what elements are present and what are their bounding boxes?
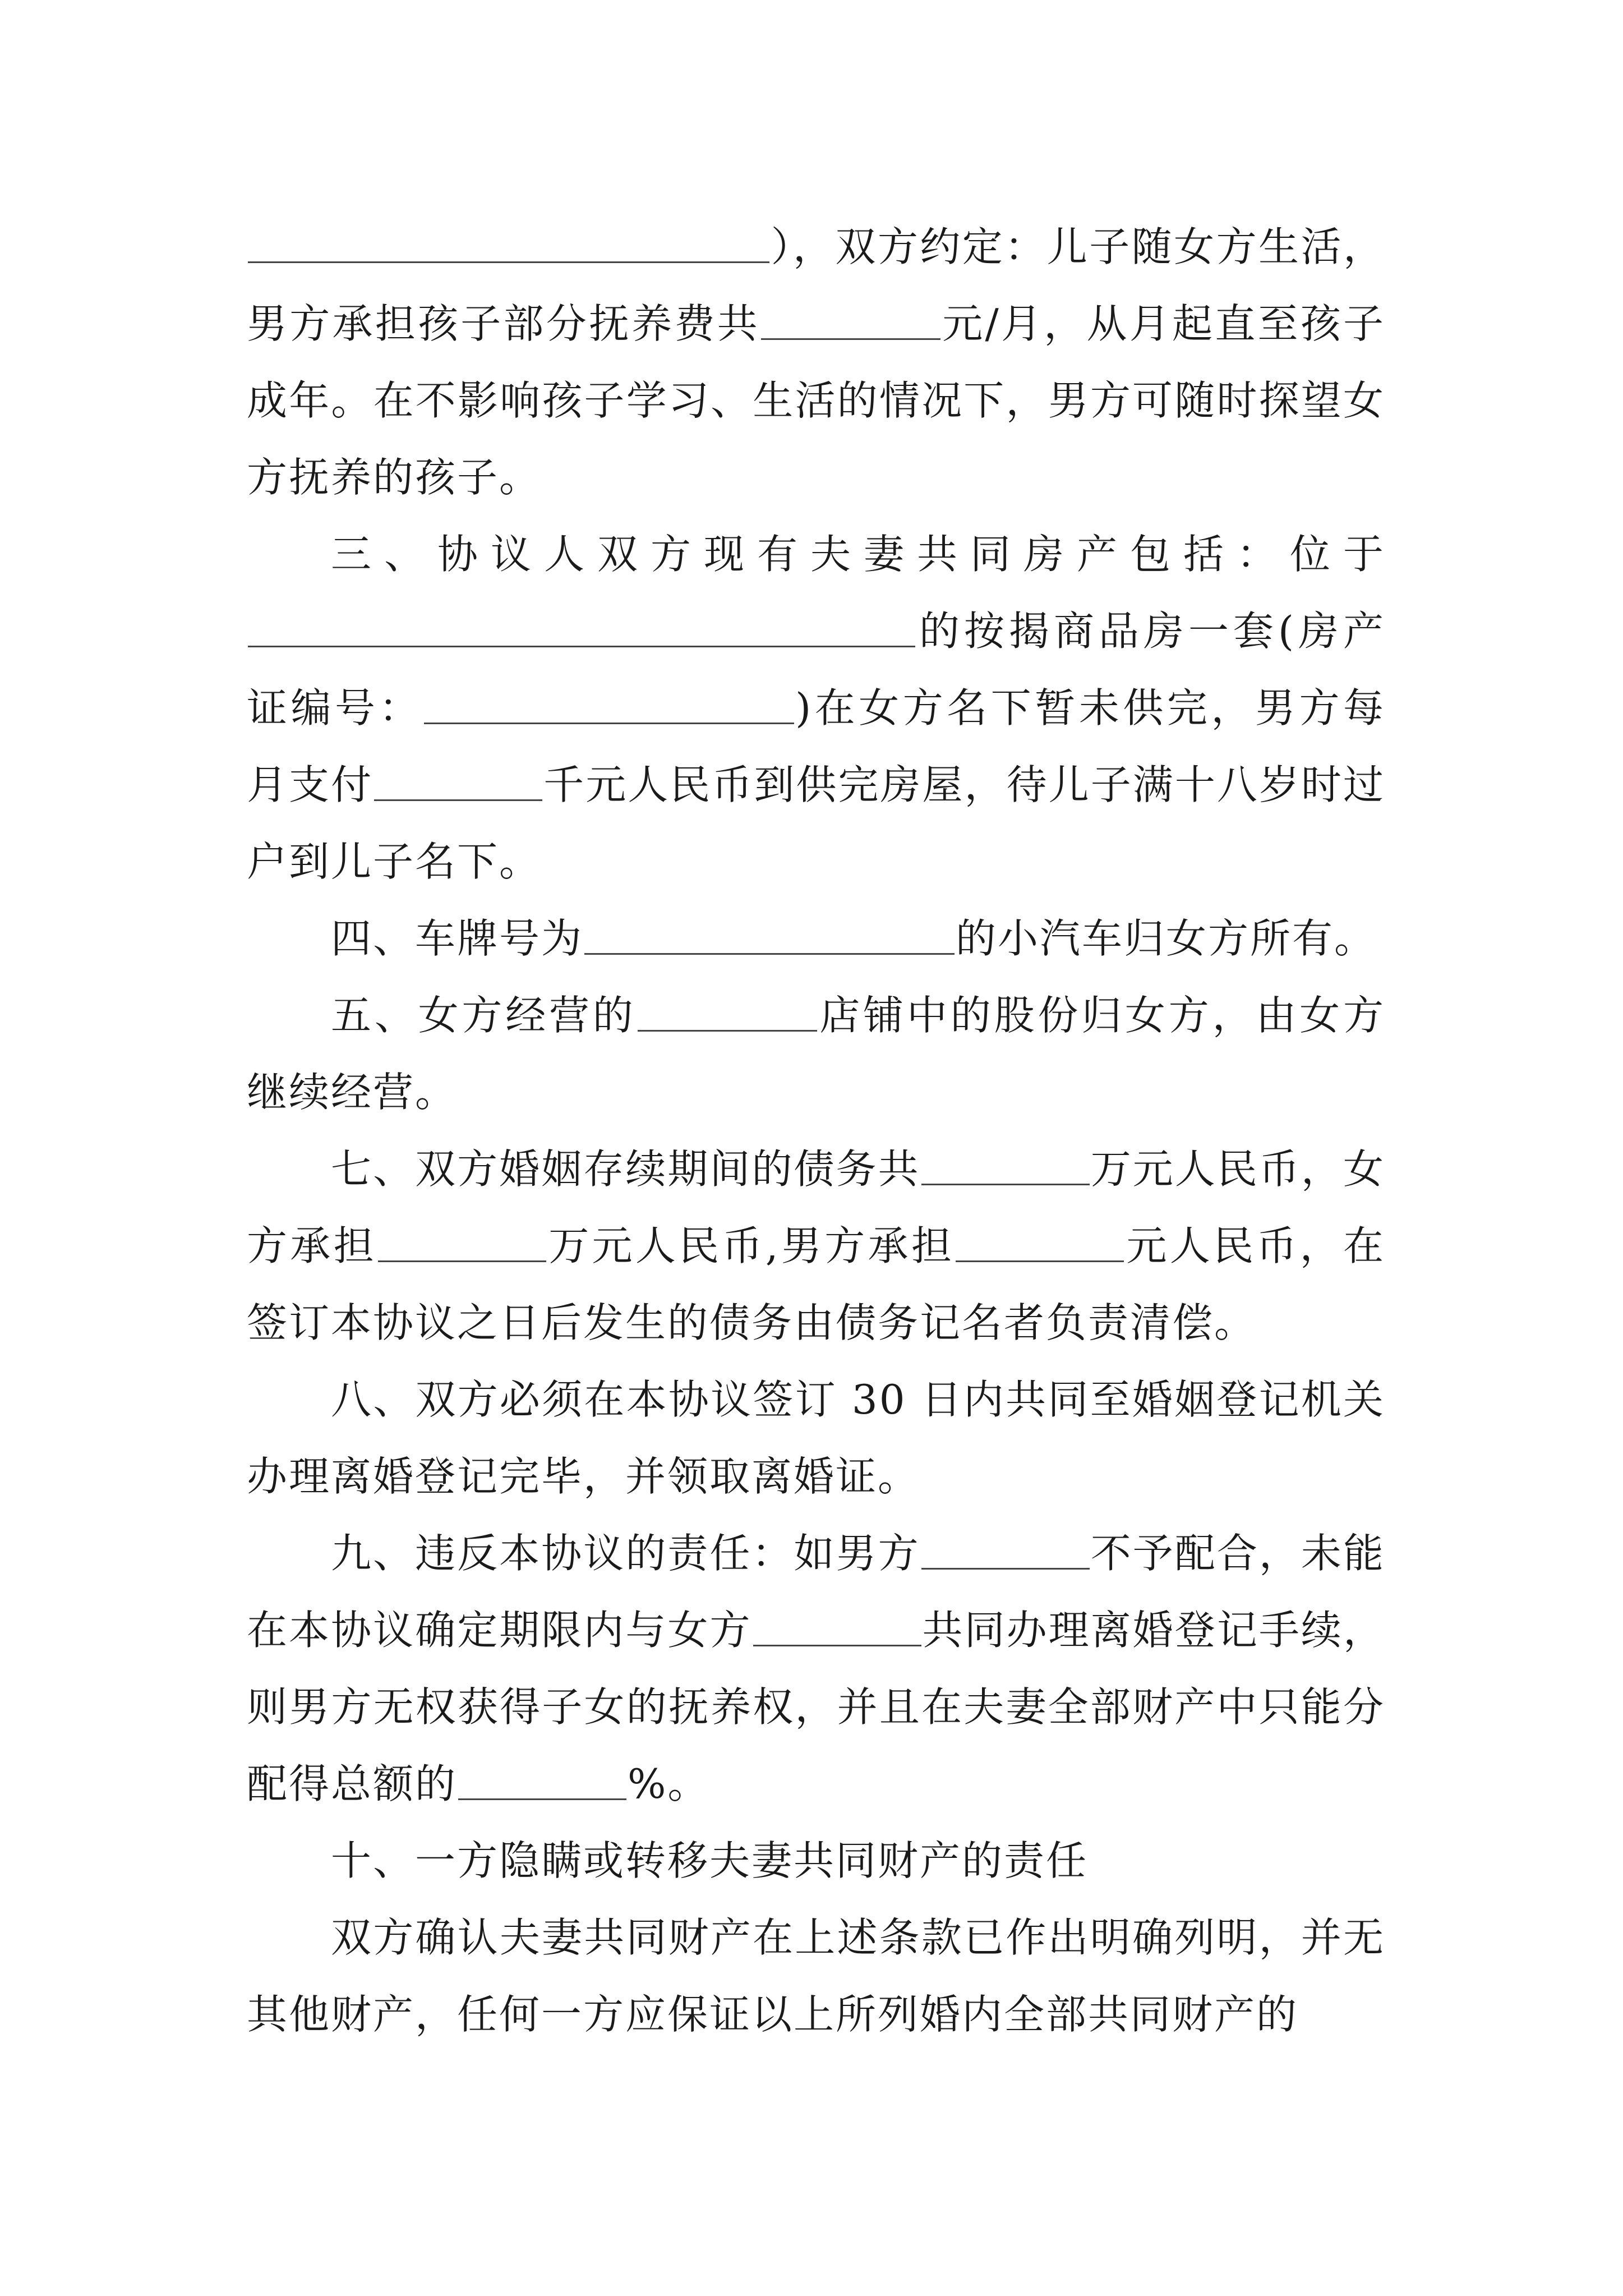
- blank-line: [248, 227, 769, 263]
- paragraph-joint-property: [247, 516, 1385, 900]
- text-segment: 七、双方婚姻存续期间的债务共: [331, 1145, 920, 1193]
- text-segment: 千元人民币到供完房屋，待儿子满十八岁时过户到儿子名下。: [247, 761, 1385, 885]
- text-segment: 不予配合，未能在本协议确定期限内与女方: [247, 1530, 1385, 1654]
- blank-line: [761, 303, 940, 340]
- blank-line: [753, 1610, 921, 1646]
- text-segment: 万元人民币,男方承担: [547, 1222, 955, 1269]
- blank-line: [584, 918, 955, 955]
- blank-line: [378, 1226, 546, 1262]
- blank-line: [424, 688, 794, 724]
- blank-line: [921, 1533, 1090, 1570]
- blank-line: [921, 1149, 1090, 1185]
- text-segment: 的小汽车归女方所有。: [956, 915, 1377, 962]
- text-segment: 九、违反本协议的责任：如男方: [331, 1530, 920, 1577]
- text-segment: 元人民币，在签订本协议之日后发生的债务由债务记名者负责清偿。: [247, 1222, 1385, 1346]
- blank-line: [638, 995, 817, 1032]
- text-segment: )在女方名下暂未供完，男方每月支付: [247, 684, 1385, 808]
- text-segment: 八、双方必须在本协议签订 30 日内共同至婚姻登记机关办理离婚登记完毕，并领取离婚证。: [247, 1376, 1385, 1500]
- paragraph-shop: [247, 977, 1385, 1131]
- text-segment: 的按揭商品房一套(房产证编号：: [247, 608, 1385, 731]
- text-segment: %。: [628, 1760, 710, 1807]
- paragraph-breach: [247, 1515, 1385, 1823]
- text-segment: 店铺中的股份归女方，由女方继续经营。: [247, 992, 1385, 1116]
- text-segment: 万元人民币，女方承担: [247, 1145, 1385, 1269]
- text-segment: 十、一方隐瞒或转移夫妻共同财产的责任: [331, 1837, 1089, 1884]
- text-segment: 共同办理离婚登记手续，则男方无权获得子女的抚养权，并且在夫妻全部财产中只能分配得总额的: [247, 1607, 1385, 1807]
- text-segment: 双方确认夫妻共同财产在上述条款已作出明确列明，并无其他财产，任何一方应保证以上所列婚内全部共同财产的: [247, 1914, 1385, 2038]
- text-segment: 五、女方经营的: [331, 992, 637, 1039]
- agreement-body: [247, 209, 1385, 2053]
- blank-line: [248, 611, 915, 647]
- blank-line: [956, 1226, 1124, 1262]
- paragraph-registration: [247, 1361, 1385, 1515]
- text-segment: 三、协议人双方现有夫妻共同房产包括：位于: [331, 531, 1385, 578]
- blank-line: [374, 765, 542, 801]
- paragraph-concealment-heading: [247, 1823, 1385, 1899]
- text-segment: 元/月，从月起直至孩子成年。在不影响孩子学习、生活的情况下，男方可随时探望女方抚养的孩子。: [247, 300, 1385, 501]
- paragraph-confirmation: [247, 1899, 1385, 2053]
- text-segment: 四、车牌号为: [331, 915, 584, 962]
- paragraph-child-support: [247, 209, 1385, 516]
- paragraph-car: [247, 900, 1385, 977]
- blank-line: [458, 1764, 626, 1800]
- paragraph-debts: [247, 1131, 1385, 1361]
- text-segment: ），双方约定：儿子随女方生活，男方承担孩子部分抚养费共: [247, 223, 1385, 347]
